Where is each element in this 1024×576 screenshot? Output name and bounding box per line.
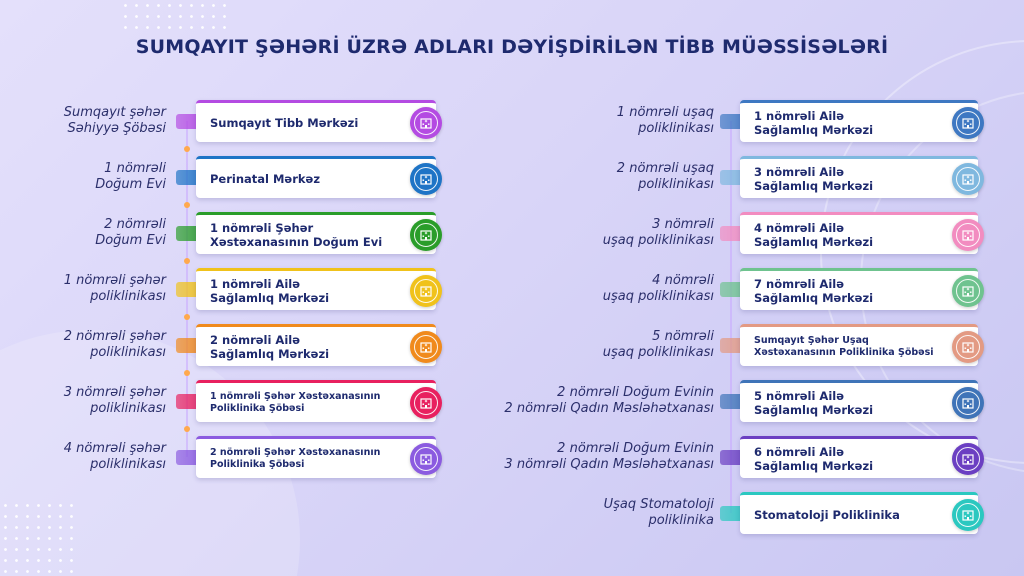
old-name-label [454, 100, 714, 142]
connector-dot [184, 370, 190, 376]
old-name-line: 3 nömrəli şəhər [63, 385, 166, 400]
new-name-label [754, 271, 934, 310]
old-name-line: poliklinikası [90, 401, 166, 416]
old-name-line: 2 nömrəli Qadın Məsləhətxanası [504, 401, 714, 416]
old-name-line: Sumqayıt şəhər [63, 105, 166, 120]
right-row [0, 156, 1024, 198]
new-name-line: Sağlamlıq Mərkəzi [754, 234, 874, 249]
new-name-line: Sumqayıt Şəhər Uşaq [754, 334, 869, 346]
hospital-icon [952, 331, 984, 363]
new-name-label [754, 103, 934, 142]
hospital-icon [952, 387, 984, 419]
new-name-line: Sağlamlıq Mərkəzi [754, 122, 874, 137]
old-name-line: 2 nömrəli Doğum Evinin [557, 441, 714, 456]
new-name-card [740, 100, 978, 142]
new-name-card [740, 492, 978, 534]
old-name-line: poliklinikası [638, 177, 714, 192]
hospital-icon [952, 499, 984, 531]
connector-dot [184, 258, 190, 264]
old-name-line: 1 nömrəli şəhər [63, 273, 166, 288]
old-name-line: poliklinikası [90, 457, 166, 472]
old-name-line: poliklinikası [638, 121, 714, 136]
old-name-line: poliklinika [648, 513, 714, 528]
old-name-line: Doğum Evi [95, 177, 166, 192]
old-name-line: 2 nömrəli [104, 217, 166, 232]
new-name-line: 6 nömrəli Ailə [754, 444, 845, 459]
new-name-line: 1 nömrəli Ailə [754, 108, 845, 123]
new-name-line: 1 nömrəli Ailə [210, 276, 301, 291]
new-name-label [754, 495, 934, 534]
old-name-line: 1 nömrəli uşaq [616, 105, 714, 120]
new-name-line: 7 nömrəli Ailə [754, 276, 845, 291]
old-name-label [454, 492, 714, 534]
hospital-icon [952, 219, 984, 251]
new-name-line: 5 nömrəli Ailə [754, 388, 845, 403]
new-name-line: 1 nömrəli Şəhər [210, 220, 314, 235]
new-name-line: Stomatoloji Poliklinika [754, 507, 900, 522]
new-name-line: Sağlamlıq Mərkəzi [210, 346, 330, 361]
old-name-line: uşaq poliklinikası [602, 233, 714, 248]
old-name-label [454, 156, 714, 198]
new-name-line: Sağlamlıq Mərkəzi [754, 458, 874, 473]
new-name-line: Sağlamlıq Mərkəzi [754, 178, 874, 193]
old-name-line: Uşaq Stomatoloji [603, 497, 714, 512]
new-name-card [740, 380, 978, 422]
old-name-line: 3 nömrəli Qadın Məsləhətxanası [504, 457, 714, 472]
old-name-label [454, 436, 714, 478]
right-row [0, 100, 1024, 142]
old-name-line: 4 nömrəli [652, 273, 714, 288]
hospital-icon [952, 443, 984, 475]
connector-dot [184, 314, 190, 320]
old-name-line: uşaq poliklinikası [602, 345, 714, 360]
right-row [0, 380, 1024, 422]
new-name-line: Poliklinika Şöbəsi [210, 402, 305, 414]
right-row [0, 492, 1024, 534]
new-name-label [754, 215, 934, 254]
old-name-line: 2 nömrəli Doğum Evinin [557, 385, 714, 400]
new-name-label [754, 383, 934, 422]
old-name-label [454, 380, 714, 422]
old-name-line: uşaq poliklinikası [602, 289, 714, 304]
new-name-card [740, 268, 978, 310]
hospital-icon [952, 107, 984, 139]
new-name-line: 2 nömrəli Ailə [210, 332, 301, 347]
new-name-line: Sağlamlıq Mərkəzi [754, 290, 874, 305]
new-name-line: 4 nömrəli Ailə [754, 220, 845, 235]
new-name-line: Sağlamlıq Mərkəzi [754, 402, 874, 417]
new-name-line: 3 nömrəli Ailə [754, 164, 845, 179]
new-name-line: Perinatal Mərkəz [210, 171, 321, 186]
old-name-label [454, 268, 714, 310]
right-row [0, 212, 1024, 254]
old-name-line: 2 nömrəli şəhər [63, 329, 166, 344]
new-name-line: Sağlamlıq Mərkəzi [210, 290, 330, 305]
new-name-line: Xəstəxanasının Poliklinika Şöbəsi [754, 346, 934, 358]
right-row [0, 324, 1024, 366]
new-name-card [740, 212, 978, 254]
new-name-line: 2 nömrəli Şəhər Xəstəxanasının [210, 446, 381, 458]
new-name-line: Poliklinika Şöbəsi [210, 458, 305, 470]
old-name-line: 2 nömrəli uşaq [616, 161, 714, 176]
connector-dot [184, 426, 190, 432]
old-name-line: 3 nömrəli [652, 217, 714, 232]
new-name-label [754, 327, 934, 366]
right-row [0, 436, 1024, 478]
old-name-label [454, 324, 714, 366]
old-name-line: 5 nömrəli [652, 329, 714, 344]
page-title: SUMQAYIT ŞƏHƏRİ ÜZRƏ ADLARI DƏYİŞDİRİLƏN TİBB MÜƏSSİSƏLƏRİ [135, 36, 889, 58]
old-name-line: Doğum Evi [95, 233, 166, 248]
hospital-icon [952, 275, 984, 307]
old-name-line: Səhiyyə Şöbəsi [67, 121, 166, 136]
new-name-line: 1 nömrəli Şəhər Xəstəxanasının [210, 390, 381, 402]
new-name-line: Sumqayıt Tibb Mərkəzi [210, 115, 359, 130]
connector-dot [184, 146, 190, 152]
new-name-line: Xəstəxanasının Doğum Evi [210, 234, 383, 249]
old-name-label [454, 212, 714, 254]
old-name-line: poliklinikası [90, 289, 166, 304]
new-name-label [754, 159, 934, 198]
new-name-card [740, 324, 978, 366]
connector-dot [184, 202, 190, 208]
right-row [0, 268, 1024, 310]
hospital-icon [952, 163, 984, 195]
old-name-line: 1 nömrəli [104, 161, 166, 176]
new-name-card [740, 436, 978, 478]
new-name-card [740, 156, 978, 198]
old-name-line: 4 nömrəli şəhər [63, 441, 166, 456]
new-name-label [754, 439, 934, 478]
dot-pattern-top [120, 0, 230, 30]
old-name-line: poliklinikası [90, 345, 166, 360]
